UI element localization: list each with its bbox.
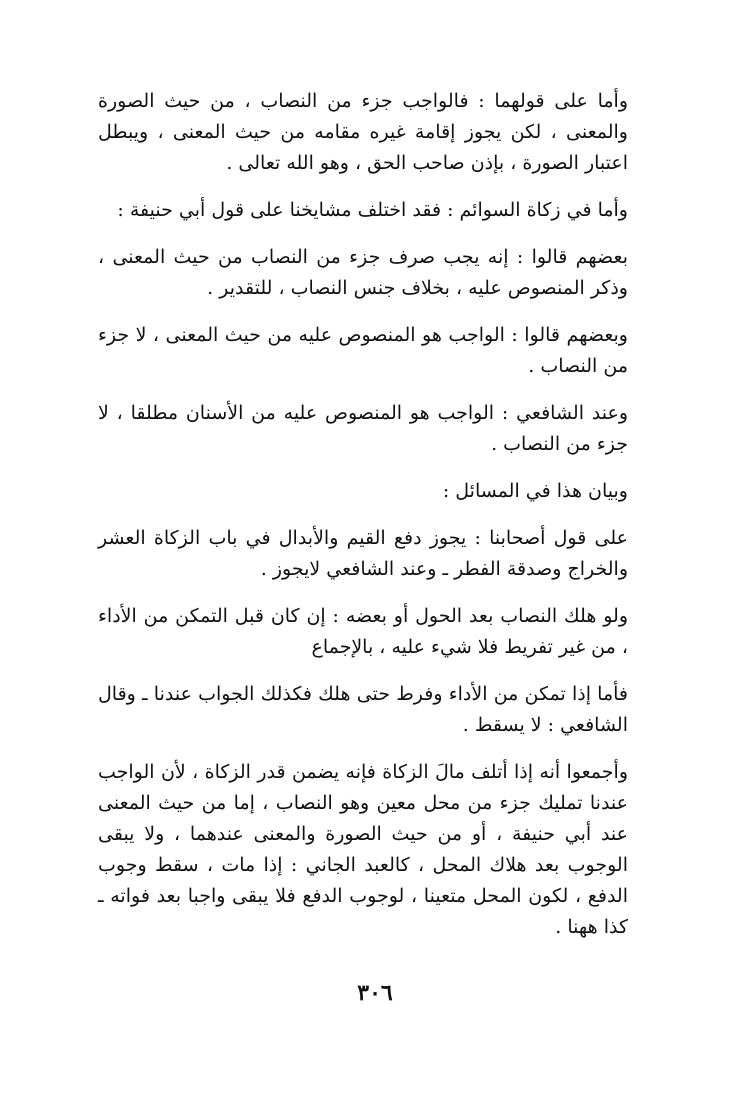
paragraph: فأما إذا تمكن من الأداء وفرط حتى هلك فكذلك الجواب عندنا ـ وقال الشافعي : لا يسقط . [98, 683, 628, 736]
paragraph: وأما على قولهما : فالواجب جزء من النصاب ، من حيث الصورة والمعنى ، لكن يجوز إقامة غيره مقامه من حيث المعنى ، ويبطل اعتبار الصورة ، بإذن صاحب الحق ، وهو الله تعالى . [98, 90, 628, 174]
paragraph: وأجمعوا أنه إذا أتلف مالَ الزكاة فإنه يضمن قدر الزكاة ، لأن الواجب عندنا تمليك جزء من محل معين وهو النصاب ، إما من حيث المعنى عند أبي حنيفة ، أو من حيث الصورة والمعنى عندهما ، ولا يبقى الوجوب بعد هلاك المحل ، كالعبد الجاني : إذا مات ، سقط وجوب الدفع ، لكون المحل متعينا ، لوجوب الدفع فلا يبقى واجبا بعد فواته ـ كذا ههنا . [98, 761, 628, 938]
page-body [98, 86, 628, 943]
page-number: ٣٠٦ [357, 980, 393, 1006]
paragraph: وأما في زكاة السوائم : فقد اختلف مشايخنا على قول أبي حنيفة : [117, 199, 628, 221]
paragraph: وبيان هذا في المسائل : [442, 480, 628, 502]
paragraph: على قول أصحابنا : يجوز دفع القيم والأبدال في باب الزكاة العشر والخراج وصدقة الفطر ـ وعند الشافعي لايجوز . [98, 527, 628, 580]
paragraph: بعضهم قالوا : إنه يجب صرف جزء من النصاب من حيث المعنى ، وذكر المنصوص عليه ، بخلاف جنس النصاب ، للتقدير . [98, 246, 628, 299]
paragraph: وبعضهم قالوا : الواجب هو المنصوص عليه من حيث المعنى ، لا جزء من النصاب . [98, 324, 628, 377]
paragraph: وعند الشافعي : الواجب هو المنصوص عليه من الأسنان مطلقا ، لا جزء من النصاب . [98, 402, 628, 455]
paragraph: ولو هلك النصاب بعد الحول أو بعضه : إن كان قبل التمكن من الأداء ، من غير تفريط فلا شيء عليه ، بالإجماع [98, 605, 628, 658]
